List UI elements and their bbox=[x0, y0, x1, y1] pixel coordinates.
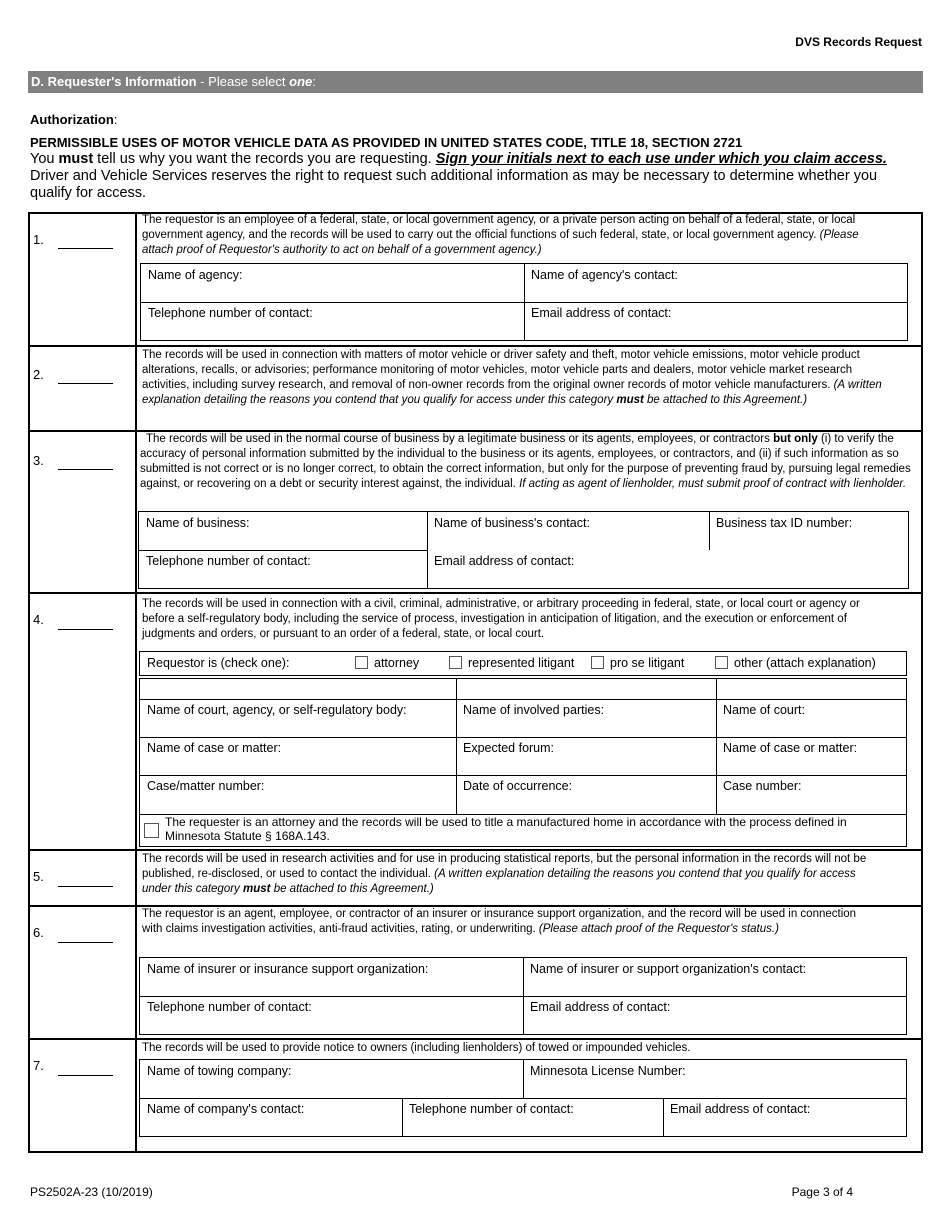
permissible-uses-heading: PERMISSIBLE USES OF MOTOR VEHICLE DATA AS PROVIDED IN UNITED STATES CODE, TITLE 18, SECTION 2721 bbox=[30, 135, 743, 150]
contact-email-field[interactable]: Email address of contact: bbox=[434, 554, 575, 568]
item-5-description: The records will be used in research activities and for use in producing statistical reports, but the personal information in the records will not be published, re-disclosed, or used to contact the individual. (A written explanation detailing the reasons you contend that you qualify for access under this category must be attached to this Agreement.) bbox=[142, 853, 867, 895]
initials-field-1[interactable] bbox=[58, 248, 113, 249]
agency-name-field[interactable]: Name of agency: bbox=[148, 268, 243, 282]
contact-email-field[interactable]: Email address of contact: bbox=[531, 306, 672, 320]
option-attorney[interactable]: attorney bbox=[348, 652, 426, 674]
checkbox[interactable] bbox=[715, 656, 728, 669]
item-7-description: The records will be used to provide notice to owners (including lienholders) of towed or impounded vehicles. bbox=[142, 1042, 691, 1054]
option-other[interactable]: other (attach explanation) bbox=[708, 652, 883, 674]
case-name-field[interactable]: Name of case or matter: bbox=[147, 741, 282, 755]
item-6-description: The requestor is an agent, employee, or contractor of an insurer or insurance support organization, and the record will be used in connection with claims investigation activities, anti-fraud activities, rating, or underwriting. (Please attach proof of the Requestor's status.) bbox=[142, 908, 857, 935]
business-tax-id-field[interactable]: Business tax ID number: bbox=[716, 516, 853, 530]
contact-email-field[interactable]: Email address of contact: bbox=[530, 1000, 671, 1014]
item-1-description: The requestor is an employee of a federal, state, or local government agency, or a private person acting on behalf of a federal, state, or local government agency, and the records will be used to carry out the official functions of such federal, state, or local government agency. (Please attach proof of Requestor's authority to act on behalf of a government agency.) bbox=[142, 214, 859, 256]
contact-phone-field[interactable]: Telephone number of contact: bbox=[409, 1102, 574, 1116]
license-number-field[interactable]: Minnesota License Number: bbox=[530, 1064, 686, 1078]
date-of-occurrence-field[interactable]: Date of occurrence: bbox=[463, 779, 573, 793]
initials-field-4[interactable] bbox=[58, 629, 113, 630]
option-represented-litigant[interactable]: represented litigant bbox=[442, 652, 581, 674]
contact-email-field[interactable]: Email address of contact: bbox=[670, 1102, 811, 1116]
checkbox[interactable] bbox=[591, 656, 604, 669]
section-header: D. Requester's Information - Please select one: bbox=[28, 71, 923, 93]
item-3-fields bbox=[138, 511, 909, 589]
row-separator bbox=[28, 592, 923, 594]
item-number: 5. bbox=[33, 869, 44, 884]
item-number: 4. bbox=[33, 612, 44, 627]
number-column-divider bbox=[135, 212, 137, 1153]
case-number-field-2[interactable]: Case number: bbox=[723, 779, 802, 793]
case-name-field-2[interactable]: Name of case or matter: bbox=[723, 741, 858, 755]
contact-phone-field[interactable]: Telephone number of contact: bbox=[148, 306, 313, 320]
court-agency-field[interactable]: Name of court, agency, or self-regulatory body: bbox=[147, 703, 407, 717]
initials-field-2[interactable] bbox=[58, 383, 113, 384]
company-contact-field[interactable]: Name of company's contact: bbox=[147, 1102, 305, 1116]
row-separator bbox=[28, 849, 923, 851]
item-7-fields bbox=[139, 1059, 907, 1137]
attorney-note: The requester is an attorney and the records will be used to title a manufactured home in accordance with the process defined in Minnesota Statute § 168A.143. bbox=[165, 815, 847, 843]
towing-company-field[interactable]: Name of towing company: bbox=[147, 1064, 292, 1078]
requestor-type-label: Requestor is (check one): bbox=[147, 656, 290, 670]
item-number: 7. bbox=[33, 1058, 44, 1073]
item-1-fields bbox=[140, 263, 908, 341]
agency-contact-field[interactable]: Name of agency's contact: bbox=[531, 268, 678, 282]
item-number: 2. bbox=[33, 367, 44, 382]
item-2-description: The records will be used in connection with matters of motor vehicle or driver safety and theft, motor vehicle emissions, motor vehicle product alterations, recalls, or advisories; performance monitoring of motor vehicles, motor vehicle parts and dealers, motor vehicle market research activities, including survey research, and removal of non-owner records from the original owner records of motor vehicle manufacturers. (A written explanation detailing the reasons you contend that you qualify for access under this category must be attached to this Agreement.) bbox=[142, 349, 882, 406]
contact-phone-field[interactable]: Telephone number of contact: bbox=[147, 1000, 312, 1014]
initials-field-6[interactable] bbox=[58, 942, 113, 943]
form-number: PS2502A-23 (10/2019) bbox=[30, 1185, 153, 1199]
court-name-field[interactable]: Name of court: bbox=[723, 703, 805, 717]
checkbox[interactable] bbox=[449, 656, 462, 669]
item-4-fields bbox=[139, 678, 907, 815]
option-pro-se-litigant[interactable]: pro se litigant bbox=[584, 652, 691, 674]
row-separator bbox=[28, 345, 923, 347]
item-number: 1. bbox=[33, 232, 44, 247]
item-4-description: The records will be used in connection with a civil, criminal, administrative, or arbitrary proceeding in federal, state, or local court or agency or before a self-regulatory body, including the service of process, investigation in anticipation of litigation, and the execution or enforcement of judgments and orders, or pursuant to an order of a federal, state, or local court. bbox=[142, 598, 860, 640]
authorization-label: Authorization: bbox=[30, 112, 118, 127]
initials-field-5[interactable] bbox=[58, 886, 113, 887]
insurer-name-field[interactable]: Name of insurer or insurance support organization: bbox=[147, 962, 429, 976]
item-3-description: The records will be used in the normal course of business by a legitimate business or its agents, employees, or contractors but only (i) to verify the accuracy of personal information submitted by the individual to the business or its agents, employees, or contractors, and (ii) if such information as so submitted is not correct or is no longer correct, to obtain the correct information, but only for the purpose of preventing fraud by, pursuing legal remedies against, or recovering on a debt or security interest against, the individual. If acting as agent of lienholder, must submit proof of contract with lienholder. bbox=[140, 433, 911, 490]
document-title: DVS Records Request bbox=[795, 35, 922, 49]
business-contact-field[interactable]: Name of business's contact: bbox=[434, 516, 590, 530]
initials-field-7[interactable] bbox=[58, 1075, 113, 1076]
case-number-field[interactable]: Case/matter number: bbox=[147, 779, 265, 793]
contact-phone-field[interactable]: Telephone number of contact: bbox=[146, 554, 311, 568]
expected-forum-field[interactable]: Expected forum: bbox=[463, 741, 555, 755]
initials-field-3[interactable] bbox=[58, 469, 113, 470]
insurer-contact-field[interactable]: Name of insurer or support organization's contact: bbox=[530, 962, 807, 976]
attorney-title-checkbox[interactable] bbox=[144, 823, 159, 838]
item-6-fields bbox=[139, 957, 907, 1035]
row-separator bbox=[28, 1038, 923, 1040]
intro-paragraph: You must tell us why you want the records you are requesting. Sign your initials next to each use under which you claim access. Driver and Vehicle Services reserves the right to request such additional information as may be necessary to determine whether you qualify for access. bbox=[30, 151, 887, 201]
involved-parties-field[interactable]: Name of involved parties: bbox=[463, 703, 605, 717]
item-number: 6. bbox=[33, 925, 44, 940]
item-number: 3. bbox=[33, 453, 44, 468]
attorney-note-row bbox=[139, 815, 907, 847]
checkbox[interactable] bbox=[355, 656, 368, 669]
requestor-type-row bbox=[139, 651, 907, 676]
business-name-field[interactable]: Name of business: bbox=[146, 516, 250, 530]
page-number: Page 3 of 4 bbox=[791, 1185, 853, 1199]
